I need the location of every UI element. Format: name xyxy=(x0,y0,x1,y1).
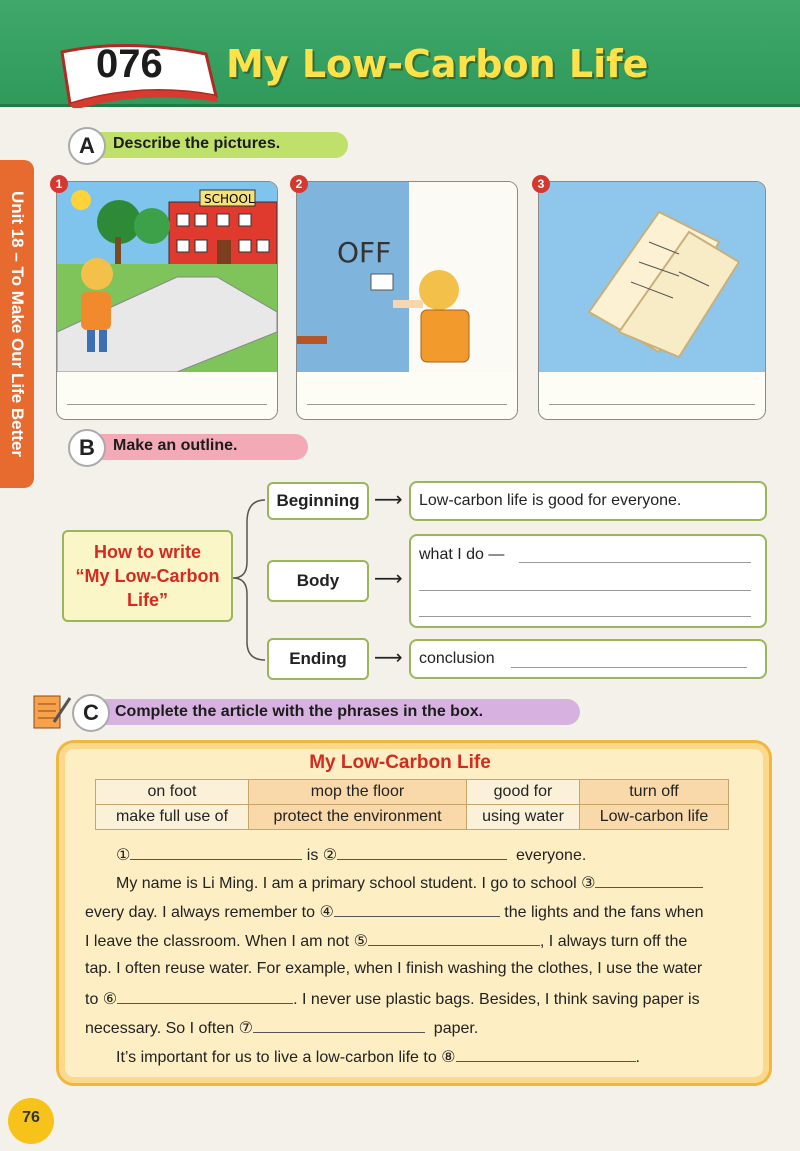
picture-1 xyxy=(56,181,278,420)
article-text: every day. I always remember to ④ xyxy=(85,904,334,921)
outline-main-line1: How to write xyxy=(94,542,201,562)
outline-body-answer xyxy=(409,534,767,628)
picture-number: 2 xyxy=(290,175,308,193)
outline-beginning-text: Low-carbon life is good for everyone. xyxy=(419,492,682,509)
outline-ending-text: conclusion xyxy=(419,650,495,667)
outline-brace xyxy=(229,482,269,667)
phrase-cell: make full use of xyxy=(96,805,249,830)
phrase-row xyxy=(96,780,729,805)
article-text: necessary. So I often ⑦ xyxy=(85,1020,253,1037)
blank-1[interactable] xyxy=(130,845,302,860)
outline-body-label: Body xyxy=(267,560,369,602)
off-label: OFF xyxy=(337,236,392,269)
blank-5[interactable] xyxy=(368,931,540,946)
section-c-instruction: Complete the article with the phrases in the box. xyxy=(115,703,484,720)
outline-beginning-label: Beginning xyxy=(267,482,369,520)
unit-title: Unit 18 – To Make Our Life Better xyxy=(8,190,27,458)
light-switch-illustration xyxy=(297,182,517,372)
article-text: I leave the classroom. When I am not ⑤ xyxy=(85,933,368,950)
page-title: My Low-Carbon Life xyxy=(226,42,649,86)
school-sign: SCHOOL xyxy=(204,192,255,206)
phrase-cell: mop the floor xyxy=(249,780,467,805)
phrase-cell: Low-carbon life xyxy=(580,805,729,830)
blank-number: ① xyxy=(116,847,131,864)
school-scene-illustration xyxy=(57,182,277,372)
arrow-icon: ⟶ xyxy=(374,647,403,669)
article-text: is ② xyxy=(306,847,338,864)
answer-line[interactable] xyxy=(419,616,751,617)
answer-line[interactable] xyxy=(511,667,747,668)
outline-main-line2: “My Low-Carbon xyxy=(75,566,220,586)
picture-number: 1 xyxy=(50,175,68,193)
phrase-cell: good for xyxy=(467,780,580,805)
used-paper-illustration xyxy=(539,182,765,372)
phrase-cell: using water xyxy=(467,805,580,830)
article-text: tap. I often reuse water. For example, when I finish washing the clothes, I use the water xyxy=(85,960,703,977)
page-number: 76 xyxy=(8,1098,54,1144)
section-a-letter: A xyxy=(68,127,106,165)
blank-4[interactable] xyxy=(334,902,500,917)
article-line xyxy=(85,960,702,978)
article-text: , I always turn off the xyxy=(539,933,688,950)
article-line xyxy=(116,1047,640,1067)
answer-line[interactable] xyxy=(419,590,751,591)
blank-3[interactable] xyxy=(595,873,703,888)
section-c-letter: C xyxy=(72,694,110,732)
outline-main-topic xyxy=(62,530,233,622)
phrase-cell: protect the environment xyxy=(249,805,467,830)
article-line xyxy=(85,989,700,1009)
article-line xyxy=(85,902,704,922)
answer-line[interactable] xyxy=(67,404,267,405)
answer-line[interactable] xyxy=(519,562,751,563)
phrase-box xyxy=(95,779,729,830)
blank-2[interactable] xyxy=(337,845,507,860)
article-line xyxy=(116,845,586,865)
article-text: . I never use plastic bags. Besides, I think saving paper is xyxy=(293,991,700,1008)
article-text: everyone. xyxy=(516,847,587,864)
outline-main-line3: Life” xyxy=(126,590,168,610)
article-text: It’s important for us to live a low-carbon life to ⑧ xyxy=(116,1049,456,1066)
blank-6[interactable] xyxy=(117,989,293,1004)
outline-ending-answer xyxy=(409,639,767,679)
outline-ending-label: Ending xyxy=(267,638,369,680)
picture-2 xyxy=(296,181,518,420)
section-a-instruction: Describe the pictures. xyxy=(113,135,281,152)
answer-line[interactable] xyxy=(549,404,755,405)
arrow-icon: ⟶ xyxy=(374,489,403,511)
section-b-instruction: Make an outline. xyxy=(113,437,238,454)
answer-line[interactable] xyxy=(307,404,507,405)
article-line xyxy=(85,931,687,951)
article-text: the lights and the fans when xyxy=(504,904,704,921)
outline-body-text: what I do — xyxy=(419,546,505,563)
blank-8[interactable] xyxy=(456,1047,636,1062)
article-line xyxy=(116,873,703,893)
picture-3 xyxy=(538,181,766,420)
article-title: My Low-Carbon Life xyxy=(309,752,491,773)
outline-beginning-answer xyxy=(409,481,767,521)
phrase-row xyxy=(96,805,729,830)
article-text: . xyxy=(635,1049,640,1066)
picture-number: 3 xyxy=(532,175,550,193)
writing-icon xyxy=(32,692,74,732)
blank-7[interactable] xyxy=(253,1018,425,1033)
article-text: to ⑥ xyxy=(85,991,118,1008)
phrase-cell: turn off xyxy=(580,780,729,805)
phrase-cell: on foot xyxy=(96,780,249,805)
arrow-icon: ⟶ xyxy=(374,568,403,590)
lesson-number: 076 xyxy=(96,42,163,86)
article-line xyxy=(85,1018,478,1038)
article-text: My name is Li Ming. I am a primary school student. I go to school ③ xyxy=(116,875,596,892)
article-text: paper. xyxy=(433,1020,479,1037)
section-b-letter: B xyxy=(68,429,106,467)
